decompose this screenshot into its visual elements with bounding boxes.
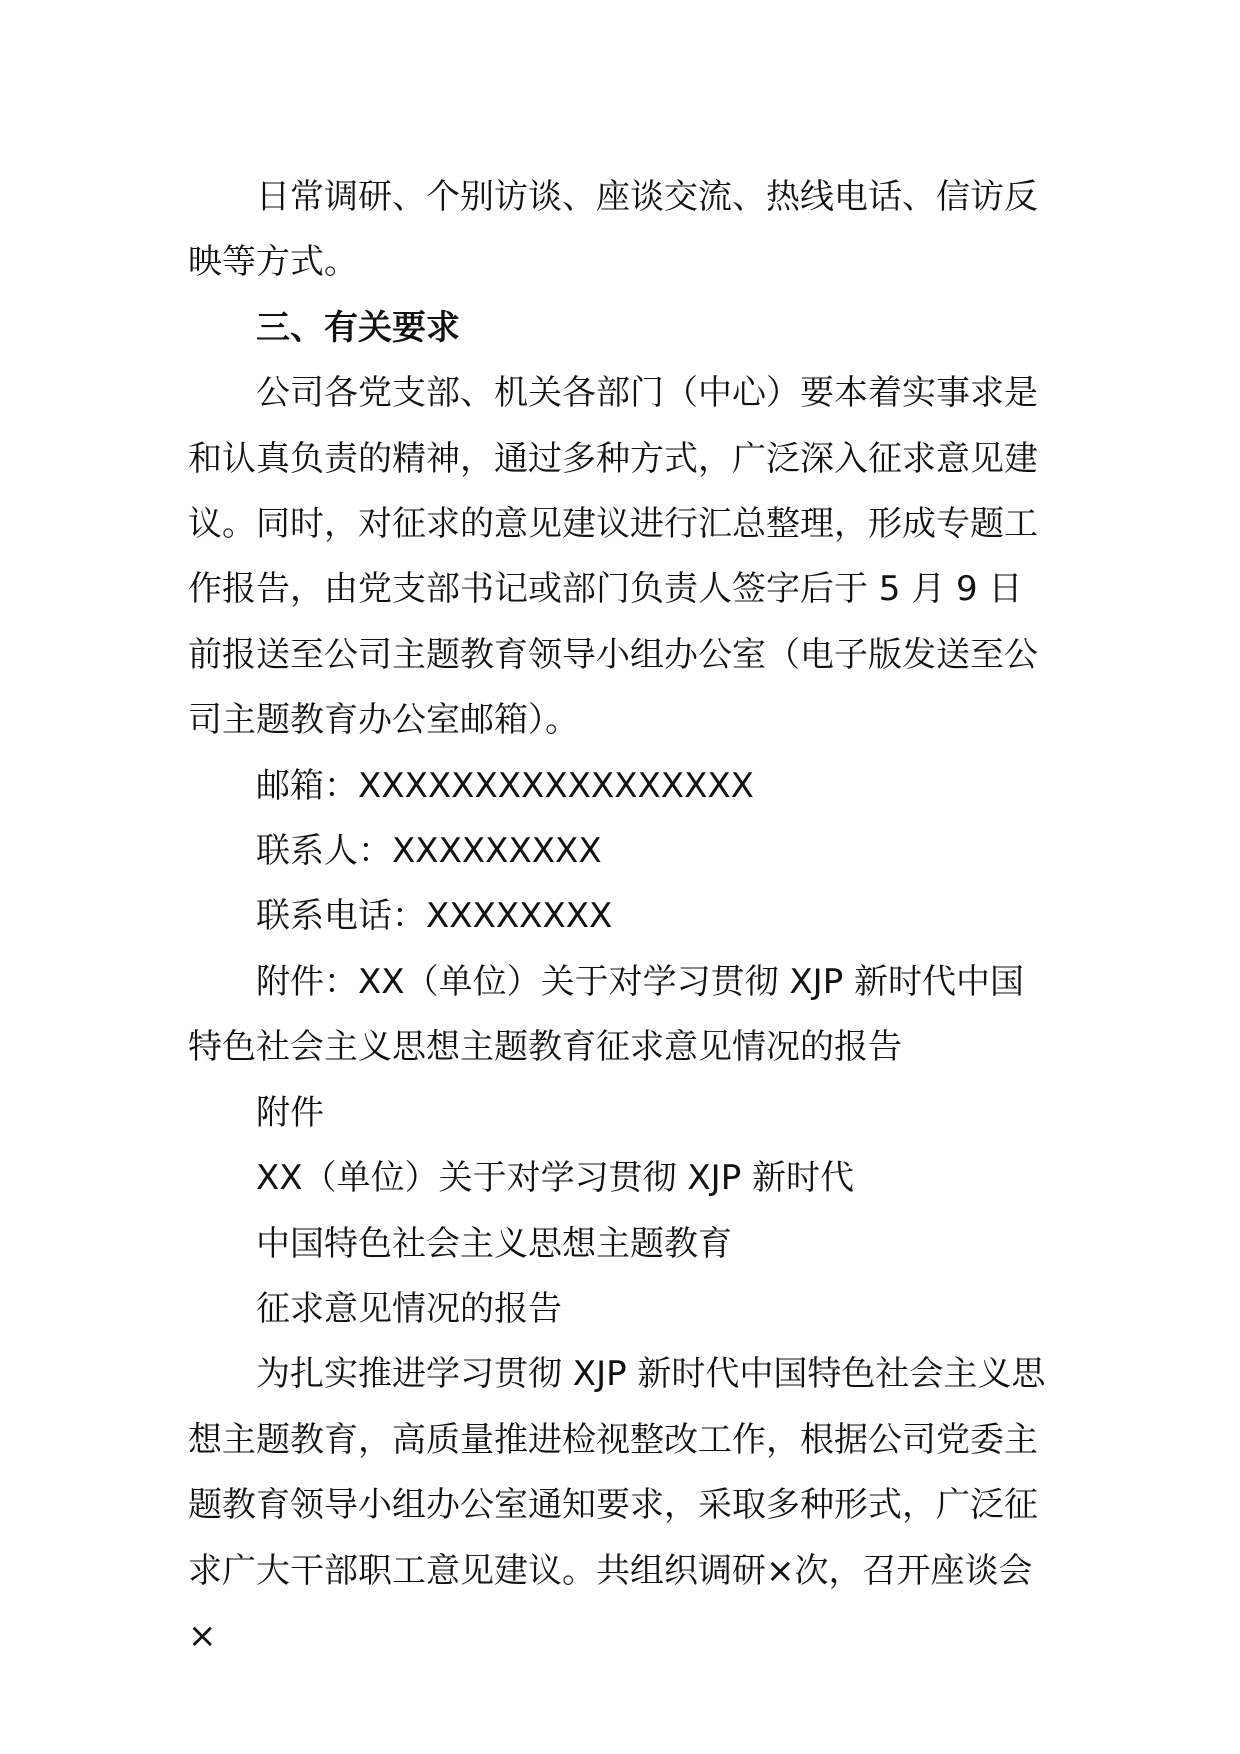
contact-person-line: 联系人：XXXXXXXXX bbox=[256, 831, 602, 872]
paragraph-methods: 日常调研、个别访谈、座谈交流、热线电话、信访反映等方式。 bbox=[188, 177, 1038, 283]
section-heading-requirements: 三、有关要求 bbox=[256, 307, 460, 348]
email-line: 邮箱：XXXXXXXXXXXXXXXXX bbox=[256, 765, 754, 806]
report-title-line-2: 中国特色社会主义思想主题教育 bbox=[256, 1223, 732, 1264]
report-body-paragraph: 为扎实推进学习贯彻 XJP 新时代中国特色社会主义思想主题教育，高质量推进检视整改工作，根据公司党委主题教育领导小组办公室通知要求，采取多种形式，广泛征求广大干部职工意见建议。共组织调研×次，召开座谈会× bbox=[188, 1354, 1046, 1656]
document-body bbox=[188, 165, 1048, 1669]
report-title-line-3: 征求意见情况的报告 bbox=[256, 1288, 562, 1329]
attachment-label: 附件 bbox=[256, 1092, 324, 1133]
paragraph-requirements: 公司各党支部、机关各部门（中心）要本着实事求是和认真负责的精神，通过多种方式，广泛深入征求意见建议。同时，对征求的意见建议进行汇总整理，形成专题工作报告，由党支部书记或部门负责人签字后于 5 月 9 日前报送至公司主题教育领导小组办公室（电子版发送至公司主题教育办公室邮箱）。 bbox=[188, 373, 1038, 741]
contact-phone-line: 联系电话：XXXXXXXX bbox=[256, 896, 613, 937]
attachment-reference: 附件：XX（单位）关于对学习贯彻 XJP 新时代中国特色社会主义思想主题教育征求意见情况的报告 bbox=[188, 961, 1025, 1068]
report-title-line-1: XX（单位）关于对学习贯彻 XJP 新时代 bbox=[256, 1158, 855, 1199]
